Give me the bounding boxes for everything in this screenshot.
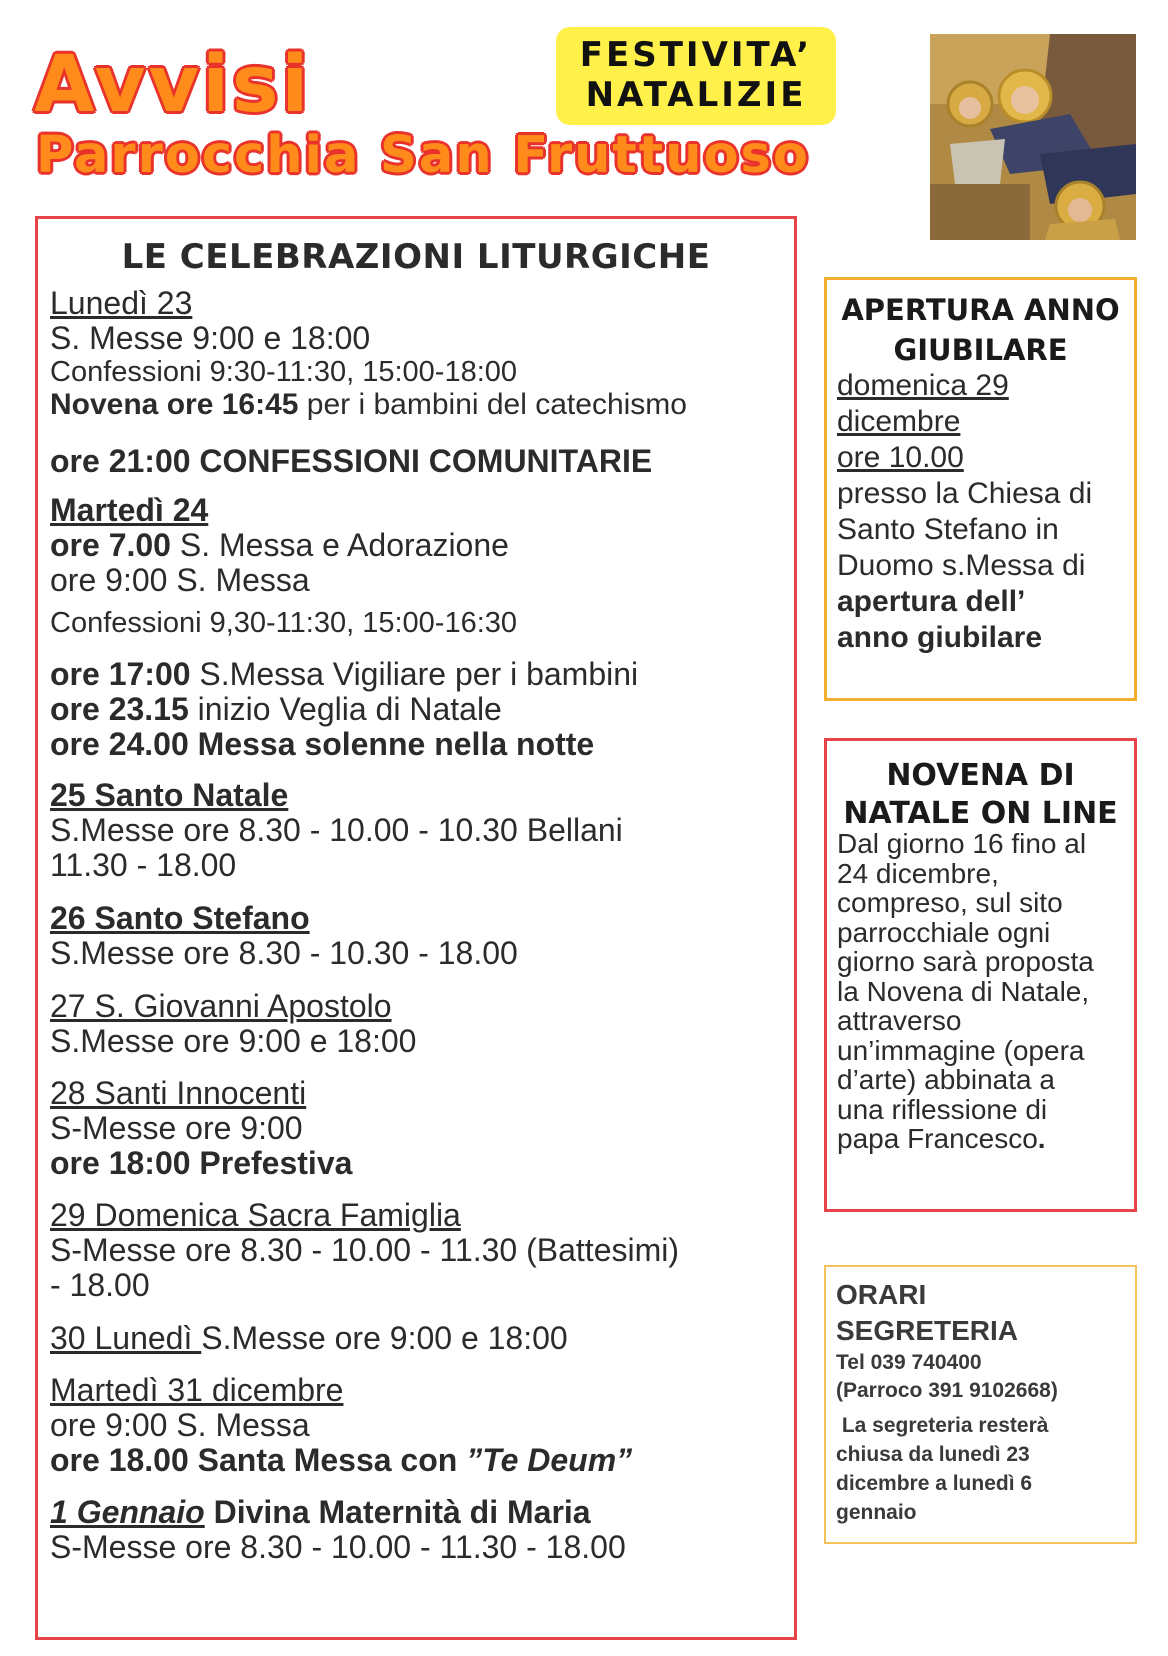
d31-line-2-a: ore 18.00 Santa Messa con [50,1442,467,1478]
d31-line-2 [50,1442,632,1479]
lun23-messe: S. Messe 9:00 e 18:00 [50,320,371,356]
anno-date-1: domenica 29 [837,369,1009,402]
segreteria-box [824,1265,1137,1544]
novena-text-last [837,1124,1132,1154]
gen1-day: 1 Gennaio [50,1494,205,1530]
segreteria-tel: Tel 039 740400 [836,1351,982,1374]
mar24-700-text: S. Messa e Adorazione [170,527,509,563]
day-1-gennaio [50,1494,591,1531]
d26-line-1: S.Messe ore 8.30 - 10.30 - 18.00 [50,935,518,971]
badge-line-1: FESTIVITA’ [579,35,813,75]
day-martedi-24: Martedì 24 [50,492,209,528]
anno-text-2: Santo Stefano in [837,513,1059,546]
novena-end-dot: . [1037,1123,1046,1154]
segreteria-parroco: (Parroco 391 9102668) [836,1379,1058,1402]
mar24-2315 [50,691,502,728]
anno-giubilare-box [824,277,1137,701]
d30-text: S.Messe ore 9:00 e 18:00 [201,1320,568,1356]
gen1-text: Divina Maternità di Maria [204,1494,591,1530]
festivita-badge [556,27,836,125]
anno-time: ore 10.00 [837,441,964,474]
novena-text-line: parrocchiale ogni [837,916,1051,948]
celebrazioni-heading: LE CELEBRAZIONI LITURGICHE [121,237,711,277]
mar24-confessioni: Confessioni 9,30-11:30, 15:00-16:30 [50,607,518,639]
novena-text-line: d’arte) abbinata a [837,1064,1055,1095]
nativity-painting-art [930,34,1136,240]
anno-text-4: apertura dell’ [837,585,1026,618]
d28-line-2: ore 18:00 Prefestiva [50,1145,353,1181]
day-29-sacra-famiglia: 29 Domenica Sacra Famiglia [50,1197,461,1233]
day-31-dicembre: Martedì 31 dicembre [50,1372,344,1408]
day-lunedi-23: Lunedì 23 [50,285,193,321]
d31-line-1: ore 9:00 S. Messa [50,1407,310,1443]
d31-te-deum: ”Te Deum” [466,1442,633,1478]
novena-text-line: attraverso [837,1005,962,1036]
novena-text-line: papa Francesco [837,1123,1038,1154]
day-30-lunedi [50,1320,568,1357]
d29-line-1: S-Messe ore 8.30 - 10.00 - 11.30 (Battesimi) [50,1232,680,1268]
segreteria-chiusura-4: gennaio [836,1501,917,1524]
d28-line-1: S-Messe ore 9:00 [50,1110,303,1146]
novena-text-line: compreso, sul sito [837,887,1063,918]
day-28-innocenti: 28 Santi Innocenti [50,1075,307,1111]
novena-box [824,738,1137,1212]
mar24-700 [50,527,509,564]
lun23-novena-text: per i bambini del catechismo [298,388,687,421]
d25-line-2: 11.30 - 18.00 [50,847,237,883]
segreteria-chiusura-1: La segreteria resterà [836,1414,1049,1437]
anno-heading-1: APERTURA ANNO [841,293,1120,327]
mar24-700-time: ore 7.00 [50,527,171,563]
d25-line-1: S.Messe ore 8.30 - 10.00 - 10.30 Bellani [50,812,623,848]
novena-text-line: giorno sarà proposta [837,946,1094,977]
novena-text-line: Dal giorno 16 fino al [837,828,1087,859]
mar24-1700-text: S.Messa Vigiliare per i bambini [190,656,639,692]
novena-heading-1: NOVENA DI [886,758,1075,793]
title-parrocchia: Parrocchia San Fruttuoso [36,126,810,185]
segreteria-chiusura-2: chiusa da lunedì 23 [836,1443,1030,1466]
novena-text-line: la Novena di Natale, [837,975,1090,1007]
mar24-2400: ore 24.00 Messa solenne nella notte [50,726,595,762]
celebrazioni-box [35,216,797,1640]
d29-line-2: - 18.00 [50,1267,150,1303]
title-avvisi: Avvisi [34,40,312,130]
mar24-2315-text: inizio Veglia di Natale [188,691,502,727]
day-27-giovanni: 27 S. Giovanni Apostolo [50,988,392,1024]
novena-heading-2: NATALE ON LINE [843,796,1118,831]
lun23-confessioni: Confessioni 9:30-11:30, 15:00-18:00 [50,356,518,388]
novena-text-line: una riflessione di [837,1093,1048,1125]
d30-day: 30 Lunedì [50,1320,202,1356]
day-25-santo-natale: 25 Santo Natale [50,777,289,813]
segreteria-heading-1: ORARI [836,1279,927,1310]
lun23-novena [50,388,687,422]
gen1-line-1: S-Messe ore 8.30 - 10.00 - 11.30 - 18.00 [50,1529,626,1565]
anno-text-1: presso la Chiesa di [837,477,1093,510]
day-26-santo-stefano: 26 Santo Stefano [50,900,310,936]
anno-heading-2: GIUBILARE [893,333,1068,367]
novena-text-line: 24 dicembre, [837,857,999,889]
d27-line-1: S.Messe ore 9:00 e 18:00 [50,1023,417,1059]
badge-line-2: NATALIZIE [585,75,807,115]
mar24-2315-time: ore 23.15 [50,691,189,727]
novena-text-line: un’immagine (opera [837,1034,1085,1066]
mar24-1700-time: ore 17:00 [50,656,191,692]
mar24-900: ore 9:00 S. Messa [50,562,310,598]
segreteria-chiusura-3: dicembre a lunedì 6 [836,1472,1033,1495]
anno-date-2: dicembre [837,405,961,438]
mar24-1700 [50,656,638,693]
anno-text-3: Duomo s.Messa di [837,549,1086,582]
segreteria-heading-2: SEGRETERIA [836,1315,1019,1346]
nativity-painting [930,34,1136,240]
anno-text-5: anno giubilare [837,621,1043,654]
lun23-confessioni-comunitarie: ore 21:00 CONFESSIONI COMUNITARIE [50,443,653,479]
lun23-novena-time: Novena ore 16:45 [50,388,299,421]
